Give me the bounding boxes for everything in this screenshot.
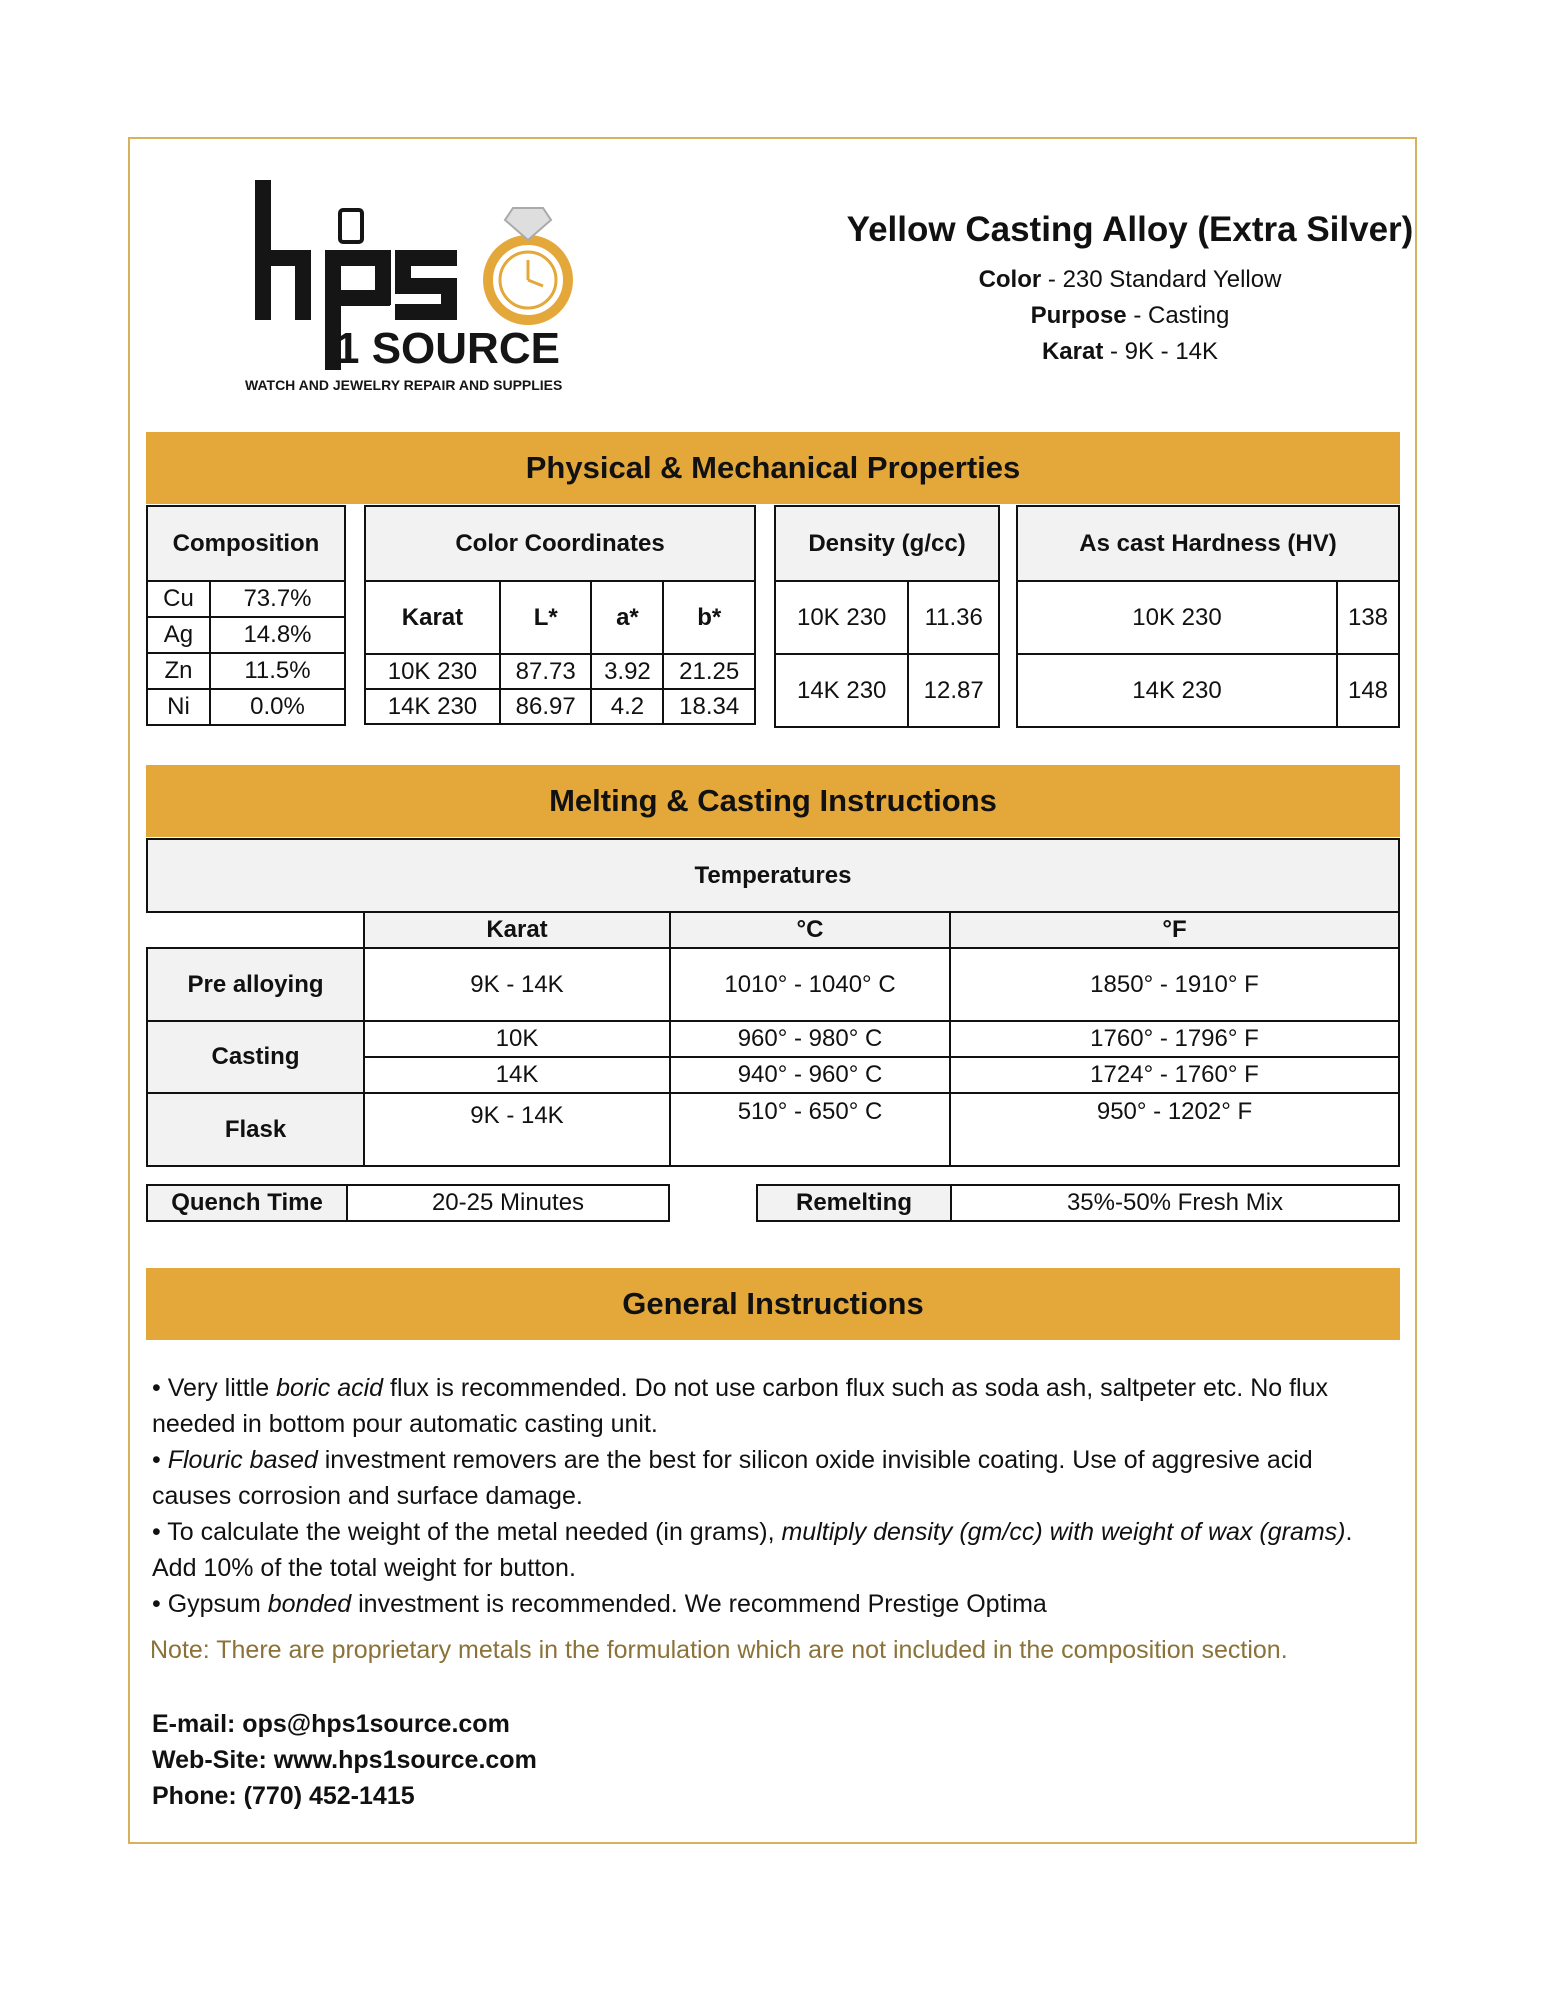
remelting-table [756, 1184, 1400, 1222]
hardness-header: As cast Hardness (HV) [1017, 506, 1399, 581]
table-cell [147, 912, 364, 948]
color-coordinates-table [364, 505, 756, 725]
pre-alloying-label: Pre alloying [147, 948, 364, 1021]
table-cell: 510° - 650° C [670, 1093, 950, 1166]
table-cell: 14K [364, 1057, 670, 1093]
table-row [775, 506, 999, 581]
logo-source-text: 1 SOURCE [335, 324, 560, 373]
table-cell: 14.8% [210, 617, 345, 653]
table-cell: 1850° - 1910° F [950, 948, 1399, 1021]
table-cell: 1760° - 1796° F [950, 1021, 1399, 1057]
table-row [1017, 654, 1399, 727]
table-cell: Quench Time [147, 1185, 347, 1221]
composition-table [146, 505, 346, 726]
table-cell: 4.2 [591, 689, 663, 724]
product-title: Yellow Casting Alloy (Extra Silver) [846, 210, 1414, 249]
company-logo [245, 180, 615, 400]
table-row [147, 1185, 669, 1221]
instruction-item: • Gypsum bonded investment is recommended. We recommend Prestige Optima [152, 1590, 1047, 1618]
table-cell: 35%-50% Fresh Mix [951, 1185, 1399, 1221]
table-cell: 10K 230 [775, 581, 908, 654]
contact-website[interactable]: Web-Site: www.hps1source.com [152, 1746, 537, 1774]
table-cell: 86.97 [500, 689, 592, 724]
table-cell: 12.87 [908, 654, 999, 727]
table-cell: 14K 230 [1017, 654, 1337, 727]
density-header: Density (g/cc) [775, 506, 999, 581]
table-row [147, 839, 1399, 912]
temperatures-table [146, 838, 1400, 1167]
physical-section-banner: Physical & Mechanical Properties [146, 432, 1400, 504]
table-cell: 960° - 980° C [670, 1021, 950, 1057]
table-row [147, 912, 1399, 948]
table-row [365, 581, 755, 654]
instruction-item: • Very little boric acid flux is recommended. Do not use carbon flux such as soda ash, saltpeter etc. No flux needed in bottom pour automatic casting unit. [152, 1374, 1328, 1438]
table-row [147, 506, 345, 581]
hardness-table [1016, 505, 1400, 728]
table-cell: 10K 230 [365, 654, 500, 689]
table-cell: 148 [1337, 654, 1399, 727]
table-row [775, 654, 999, 727]
table-cell: 20-25 Minutes [347, 1185, 669, 1221]
table-cell: Ag [147, 617, 210, 653]
table-row [1017, 581, 1399, 654]
table-cell: 138 [1337, 581, 1399, 654]
table-cell: a* [591, 581, 663, 654]
table-cell: 10K 230 [1017, 581, 1337, 654]
table-cell: Cu [147, 581, 210, 617]
table-cell: 18.34 [663, 689, 755, 724]
contact-email[interactable]: E-mail: ops@hps1source.com [152, 1710, 510, 1738]
melting-section-banner: Melting & Casting Instructions [146, 765, 1400, 837]
casting-label: Casting [147, 1021, 364, 1093]
density-table [774, 505, 1000, 728]
table-cell: L* [500, 581, 592, 654]
instruction-item: • To calculate the weight of the metal needed (in grams), multiply density (gm/cc) with weight of wax (grams). Add 10% of the total weight for button. [152, 1518, 1353, 1582]
color-line: Color - 230 Standard Yellow [978, 266, 1282, 293]
contact-phone: Phone: (770) 452-1415 [152, 1782, 415, 1810]
table-cell: 21.25 [663, 654, 755, 689]
composition-header: Composition [147, 506, 345, 581]
table-cell: 73.7% [210, 581, 345, 617]
table-row [365, 689, 755, 724]
product-title-block [820, 210, 1440, 370]
table-row [147, 689, 345, 725]
logo-tagline: WATCH AND JEWELRY REPAIR AND SUPPLIES [245, 377, 563, 393]
color-coordinates-header: Color Coordinates [365, 506, 755, 581]
table-cell: 14K 230 [775, 654, 908, 727]
general-section-banner: General Instructions [146, 1268, 1400, 1340]
table-row [147, 1093, 1399, 1166]
table-cell: Zn [147, 653, 210, 689]
table-row [365, 506, 755, 581]
proprietary-note: Note: There are proprietary metals in the formulation which are not included in the composition section. [150, 1636, 1288, 1664]
table-row [1017, 506, 1399, 581]
table-cell: 9K - 14K [364, 1093, 670, 1166]
table-cell: 1010° - 1040° C [670, 948, 950, 1021]
table-cell: 10K [364, 1021, 670, 1057]
table-cell: 940° - 960° C [670, 1057, 950, 1093]
purpose-line: Purpose - Casting [1030, 302, 1230, 329]
table-cell: 11.5% [210, 653, 345, 689]
table-cell: 950° - 1202° F [950, 1093, 1399, 1166]
table-cell: °F [950, 912, 1399, 948]
table-cell: b* [663, 581, 755, 654]
table-row [147, 1021, 1399, 1057]
table-row [147, 948, 1399, 1021]
table-row [775, 581, 999, 654]
table-cell: 9K - 14K [364, 948, 670, 1021]
table-cell: °C [670, 912, 950, 948]
table-cell: Karat [364, 912, 670, 948]
flask-label: Flask [147, 1093, 364, 1166]
quench-table [146, 1184, 670, 1222]
general-instructions [152, 1370, 1392, 1622]
table-row [757, 1185, 1399, 1221]
table-cell: 14K 230 [365, 689, 500, 724]
instruction-item: • Flouric based investment removers are the best for silicon oxide invisible coating. Use of aggresive acid causes corrosion and surface damage. [152, 1446, 1313, 1510]
temperatures-header: Temperatures [147, 839, 1399, 912]
table-cell: 11.36 [908, 581, 999, 654]
table-cell: 87.73 [500, 654, 592, 689]
table-cell: Ni [147, 689, 210, 725]
table-row [147, 653, 345, 689]
karat-line: Karat - 9K - 14K [1041, 338, 1219, 365]
contact-block [152, 1706, 537, 1814]
table-cell: Remelting [757, 1185, 951, 1221]
table-row [365, 654, 755, 689]
table-cell: 0.0% [210, 689, 345, 725]
table-row [147, 617, 345, 653]
table-row [147, 581, 345, 617]
table-cell: 3.92 [591, 654, 663, 689]
table-cell: 1724° - 1760° F [950, 1057, 1399, 1093]
table-cell: Karat [365, 581, 500, 654]
